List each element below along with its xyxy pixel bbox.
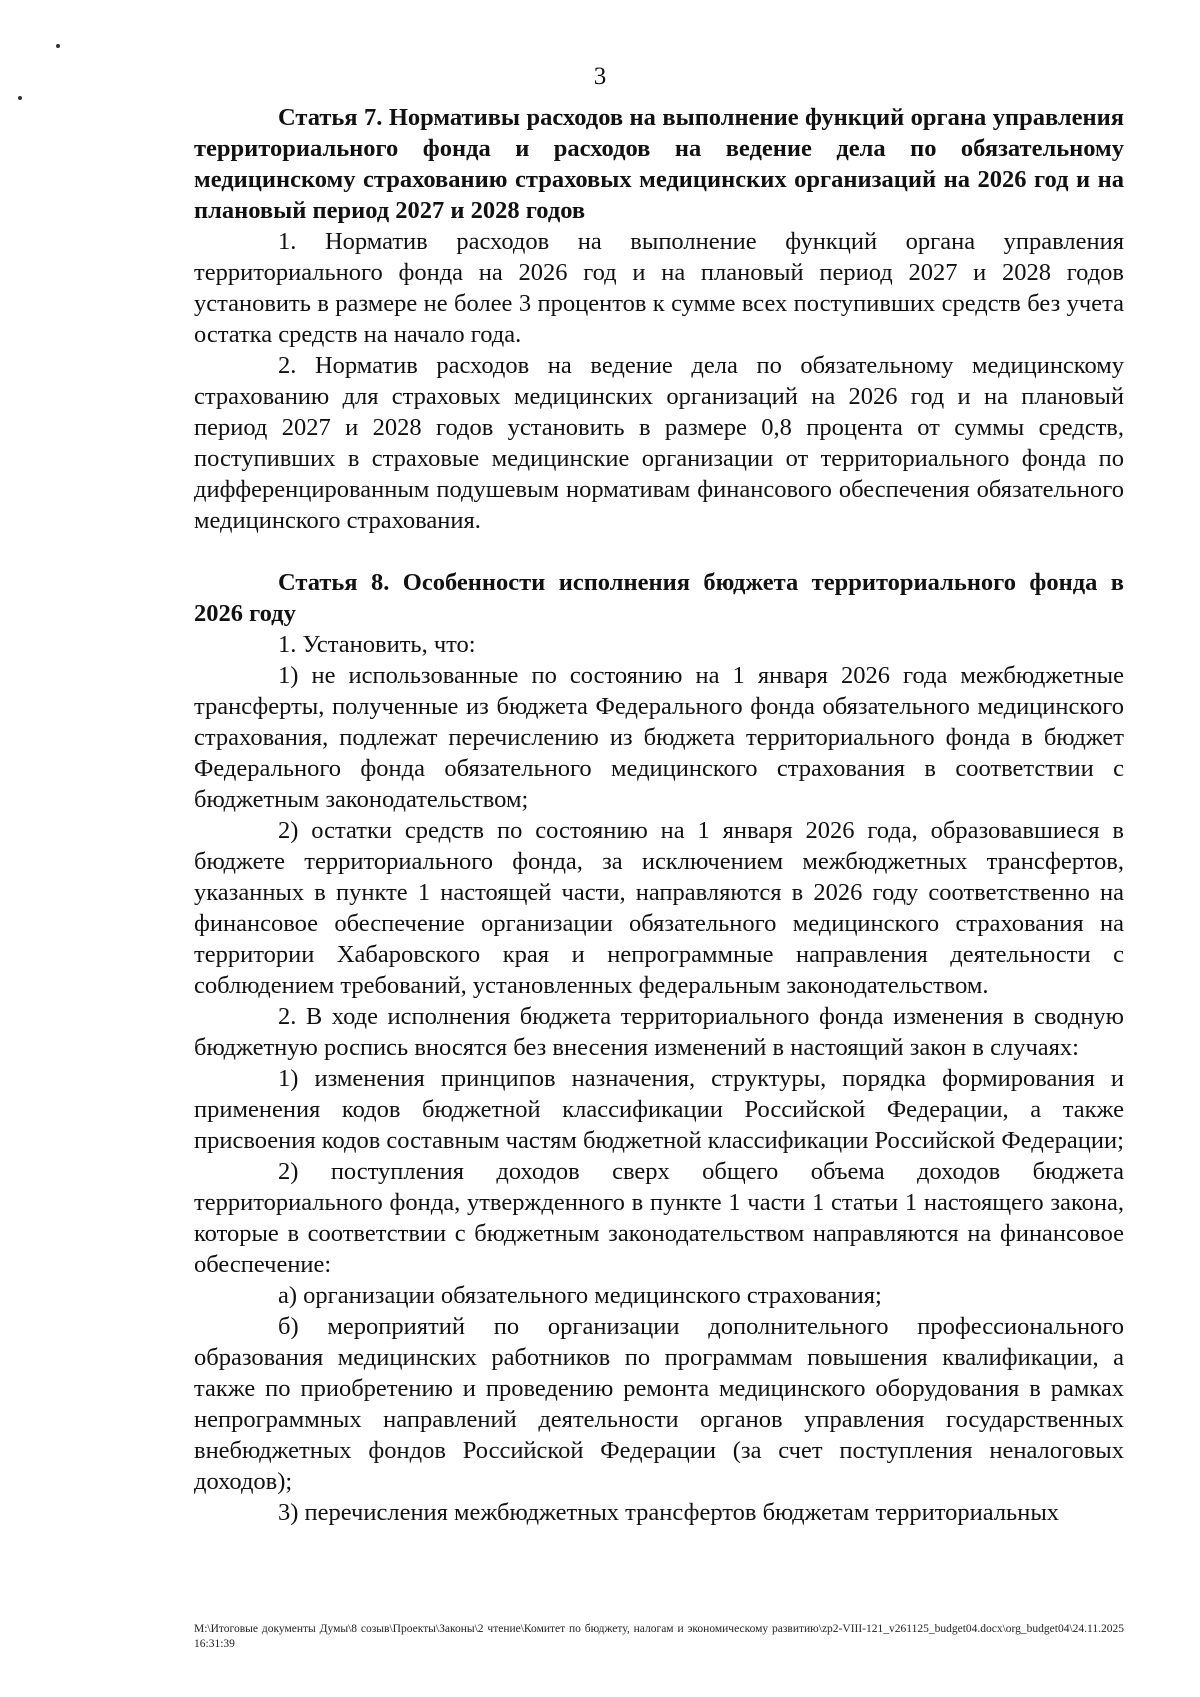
page-number: 3 [593, 63, 607, 90]
document-body [194, 102, 1124, 1528]
article-8-part-1-item-2: 2) остатки средств по состоянию на 1 января 2026 года, образовавшиеся в бюджете территориального фонда, за исключением межбюджетных трансфертов, указанных в пункте 1 настоящей части, направляются в 2026 году соответственно на финансовое обеспечение организации обязательного медицинского страхования на территории Хабаровского края и непрограммные направления деятельности с соблюдением требований, установленных федеральным законодательством. [194, 817, 1124, 999]
scan-speck [18, 96, 22, 100]
file-path-footer: M:\Итоговые документы Думы\8 созыв\Проекты\Законы\2 чтение\Комитет по бюджету, налогам и экономическому развитию\zp2-VIII-121_v261125_budget04.docx\org_budget04\24.11.2025 16:31:39 [194, 1623, 1124, 1650]
article-7-paragraph-2: 2. Норматив расходов на ведение дела по обязательному медицинскому страхованию для страховых медицинских организаций на 2026 год и на плановый период 2027 и 2028 годов установить в размере 0,8 процента от суммы средств, поступивших в страховые медицинские организации от территориального фонда по дифференцированным подушевым нормативам финансового обеспечения обязательного медицинского страхования. [194, 352, 1124, 534]
article-7-heading: Статья 7. Нормативы расходов на выполнение функций органа управления территориального фонда и расходов на ведение дела по обязательному медицинскому страхованию страховых медицинских организаций на 2026 год и на плановый период 2027 и 2028 годов [194, 104, 1124, 224]
article-8-part-2-item-3: 3) перечисления межбюджетных трансфертов бюджетам территориальных [278, 1499, 1060, 1526]
article-8-part-1-item-1: 1) не использованные по состоянию на 1 января 2026 года межбюджетные трансферты, полученные из бюджета Федерального фонда обязательного медицинского страхования, подлежат перечислению из бюджета территориального фонда в бюджет Федерального фонда обязательного медицинского страхования в соответствии с бюджетным законодательством; [194, 662, 1124, 813]
article-8-part-2: 2. В ходе исполнения бюджета территориального фонда изменения в сводную бюджетную роспись вносятся без внесения изменений в настоящий закон в случаях: [194, 1003, 1124, 1061]
article-8-part-2-item-1: 1) изменения принципов назначения, структуры, порядка формирования и применения кодов бюджетной классификации Российской Федерации, а также присвоения кодов составным частям бюджетной классификации Российской Федерации; [194, 1065, 1124, 1154]
article-8-part-2-item-2: 2) поступления доходов сверх общего объема доходов бюджета территориального фонда, утвержденного в пункте 1 части 1 статьи 1 настоящего закона, которые в соответствии с бюджетным законодательством направляются на финансовое обеспечение: [194, 1158, 1124, 1278]
article-8-part-2-item-2-a: а) организации обязательного медицинского страхования; [278, 1282, 882, 1309]
article-7-paragraph-1: 1. Норматив расходов на выполнение функций органа управления территориального фонда на 2026 год и на плановый период 2027 и 2028 годов установить в размере не более 3 процентов к сумме всех поступивших средств без учета остатка средств на начало года. [194, 228, 1124, 348]
article-8-part-1: 1. Установить, что: [278, 631, 476, 658]
article-8-heading: Статья 8. Особенности исполнения бюджета территориального фонда в 2026 году [194, 569, 1124, 627]
article-8-part-2-item-2-b: б) мероприятий по организации дополнительного профессионального образования медицинских работников по программам повышения квалификации, а также по приобретению и проведению ремонта медицинского оборудования в рамках непрограммных направлений деятельности органов управления государственных внебюджетных фондов Российской Федерации (за счет поступления неналоговых доходов); [194, 1313, 1124, 1495]
scan-speck [56, 44, 60, 48]
